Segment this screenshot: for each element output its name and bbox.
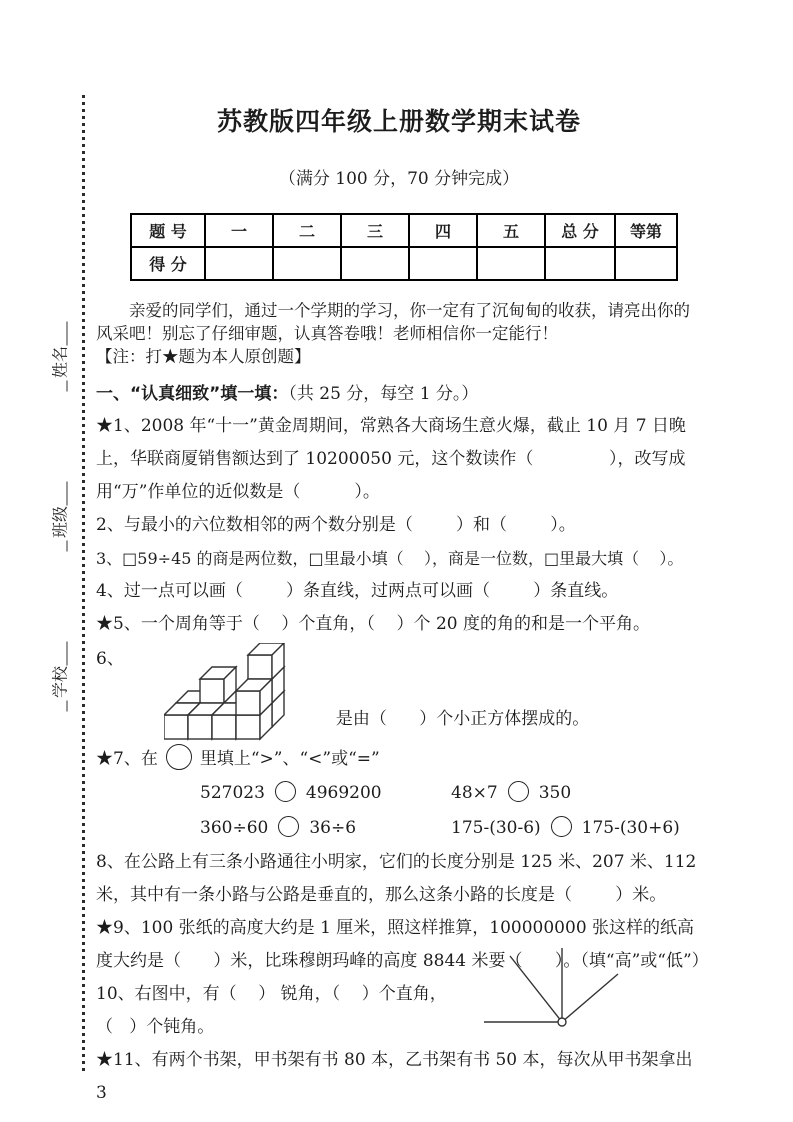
blank-line — [53, 540, 68, 551]
question-6-text: 是由（ ）个小正方体摆成的。 — [335, 709, 590, 729]
col-part-3: 三 — [341, 214, 409, 247]
comparison-item — [200, 811, 451, 846]
compare-left: 527023 — [200, 783, 265, 803]
compare-left: 48×7 — [451, 783, 498, 803]
question-7-prefix: ★7、在 — [96, 749, 158, 769]
cube-stack-figure — [164, 643, 288, 743]
score-table — [130, 213, 678, 281]
blank-line — [53, 380, 68, 391]
comparison-item — [451, 776, 702, 811]
page-title: 苏教版四年级上册数学期末试卷 — [216, 107, 581, 136]
compare-circle-icon — [551, 816, 572, 837]
class-label: 班级 — [50, 506, 70, 539]
question-10 — [96, 978, 702, 1044]
question-1: ★1、2008 年“十一”黄金周期间，常熟各大商场生意火爆，截止 10 月 7 日晚上，华联商厦销售额达到了 10200050 元，这个数读作（ ），改写成用“万”作单位的近似数是（ ）。 — [96, 416, 686, 502]
original-question-note: 【注：打★题为本人原创题】 — [96, 347, 311, 366]
comparison-row-2 — [200, 811, 702, 846]
compare-circle-icon — [508, 781, 529, 802]
name-field — [48, 304, 71, 410]
compare-right: 4969200 — [305, 783, 382, 803]
compare-right: 350 — [538, 783, 572, 803]
question-10-line2: （ ）个钝角。 — [96, 1017, 215, 1037]
score-cell-empty — [615, 247, 677, 280]
blank-line — [53, 700, 68, 711]
section-one-title: 一、“认真细致”填一填： — [96, 384, 289, 404]
blank-line — [53, 642, 68, 666]
exam-info: （满分 100 分，70 分钟完成） — [278, 169, 520, 189]
col-question-number: 题 号 — [131, 214, 205, 247]
blank-line — [53, 482, 68, 506]
col-part-2: 二 — [273, 214, 341, 247]
score-table-header-row — [131, 214, 677, 247]
seal-dotted-line — [82, 95, 85, 1073]
col-total: 总 分 — [545, 214, 615, 247]
score-table-score-row — [131, 247, 677, 280]
question-6-number: 6、 — [96, 649, 124, 669]
question-8: 8、在公路上有三条小路通往小明家，它们的长度分别是 125 米、207 米、112 米，其中有一条小路与公路是垂直的，那么这条小路的长度是（ ）米。 — [96, 852, 702, 905]
col-grade: 等第 — [615, 214, 677, 247]
question-2: 2、与最小的六位数相邻的两个数分别是（ ）和（ ）。 — [96, 515, 576, 535]
name-label: 姓名 — [50, 346, 70, 379]
score-cell-empty — [205, 247, 273, 280]
col-part-1: 一 — [205, 214, 273, 247]
col-part-5: 五 — [477, 214, 545, 247]
blank-line — [53, 322, 68, 346]
compare-left: 175-(30-6) — [451, 818, 541, 838]
fill-circle-icon — [166, 744, 192, 770]
score-cell-empty — [273, 247, 341, 280]
question-4: 4、过一点可以画（ ）条直线，过两点可以画（ ）条直线。 — [96, 581, 619, 601]
question-7 — [96, 743, 702, 776]
angle-rays-figure — [480, 944, 630, 1029]
question-3: 3、□59÷45 的商是两位数，□里最小填（ ），商是一位数，□里最大填（ ）。 — [96, 549, 684, 568]
intro-greeting: 亲爱的同学们，通过一个学期的学习，你一定有了沉甸甸的收获，请亮出你的风采吧！别忘了仔细审题，认真答卷哦！老师相信你一定能行！ — [96, 301, 690, 343]
compare-circle-icon — [278, 816, 299, 837]
compare-right: 175-(30+6) — [581, 818, 680, 838]
score-cell-empty — [341, 247, 409, 280]
comparison-item — [200, 776, 451, 811]
comparison-row-1 — [200, 776, 702, 811]
score-cell-empty — [409, 247, 477, 280]
comparison-item — [451, 811, 702, 846]
section-one-heading — [96, 379, 702, 410]
compare-circle-icon — [275, 781, 296, 802]
question-7-suffix: 里填上“>”、“<”或“=” — [199, 749, 380, 769]
question-10-line1: 10、右图中，有（ ） 锐角，（ ）个直角， — [96, 984, 447, 1004]
compare-right: 36÷6 — [309, 818, 357, 838]
exam-content — [96, 96, 709, 1110]
score-cell-empty — [545, 247, 615, 280]
school-field — [48, 624, 71, 730]
score-row-label: 得 分 — [131, 247, 205, 280]
school-label: 学校 — [50, 666, 70, 699]
question-9: ★9、100 张纸的高度大约是 1 厘米，照这样推算，100000000 张这样的纸高度大约是（ ）米，比珠穆朗玛峰的高度 8844 米要（ ）。（填“高”或“低”） — [96, 918, 709, 971]
section-one-points: （共 25 分，每空 1 分。） — [288, 384, 479, 404]
question-6 — [96, 643, 702, 743]
question-11: ★11、有两个书架，甲书架有书 80 本，乙书架有书 50 本，每次从甲书架拿出 3 — [96, 1050, 698, 1103]
score-cell-empty — [477, 247, 545, 280]
compare-left: 360÷60 — [200, 818, 269, 838]
question-5: ★5、一个周角等于（ ）个直角，（ ）个 20 度的角的和是一个平角。 — [96, 614, 650, 634]
class-field — [48, 464, 71, 570]
col-part-4: 四 — [409, 214, 477, 247]
